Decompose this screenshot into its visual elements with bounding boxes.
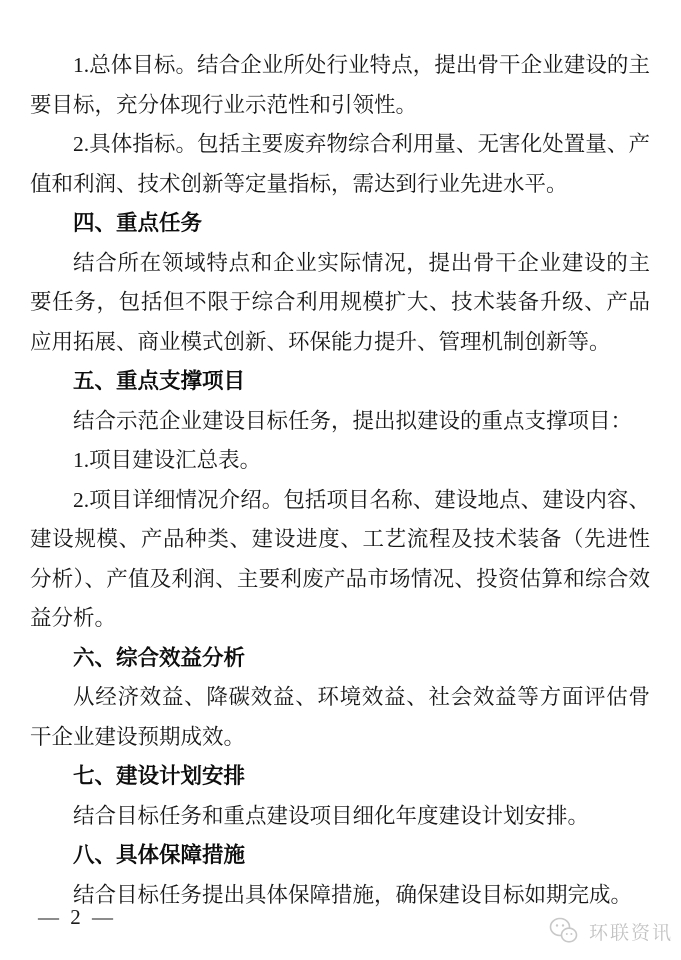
watermark-label: 环联资讯 bbox=[588, 922, 673, 944]
section-heading: 五、重点支撑项目 bbox=[73, 369, 246, 393]
body-paragraph: 2.项目详细情况介绍。包括项目名称、建设地点、建设内容、建设规模、产品种类、建设进度、工艺流程及技术装备（先进性分析）、产值及利润、主要利废产品市场情况、投资估算和综合效益分析。 bbox=[30, 487, 650, 630]
body-paragraph: 1.项目建设汇总表。 bbox=[73, 448, 262, 472]
page-number: — 2 — bbox=[38, 905, 116, 929]
body-paragraph: 结合所在领域特点和企业实际情况，提出骨干企业建设的主要任务，包括但不限于综合利用规模扩大、技术装备升级、产品应用拓展、商业模式创新、环保能力提升、管理机制创新等。 bbox=[30, 250, 650, 354]
body-paragraph: 结合目标任务和重点建设项目细化年度建设计划安排。 bbox=[73, 803, 590, 828]
section-heading: 七、建设计划安排 bbox=[73, 764, 246, 788]
section-heading: 八、具体保障措施 bbox=[73, 843, 246, 867]
section-heading: 六、综合效益分析 bbox=[73, 645, 246, 670]
body-paragraph: 1.总体目标。结合企业所处行业特点，提出骨干企业建设的主要目标，充分体现行业示范性和引领性。 bbox=[30, 53, 650, 117]
section-heading: 四、重点任务 bbox=[73, 211, 203, 235]
body-paragraph: 2.具体指标。包括主要废弃物综合利用量、无害化处置量、产值和利润、技术创新等定量指标，需达到行业先进水平。 bbox=[30, 132, 650, 196]
watermark bbox=[548, 916, 673, 946]
body-paragraph: 从经济效益、降碳效益、环境效益、社会效益等方面评估骨干企业建设预期成效。 bbox=[30, 685, 650, 749]
document-body bbox=[30, 46, 650, 915]
body-paragraph: 结合目标任务提出具体保障措施，确保建设目标如期完成。 bbox=[73, 882, 633, 907]
body-paragraph: 结合示范企业建设目标任务，提出拟建设的重点支撑项目： bbox=[73, 408, 633, 433]
chat-bubble-logo-icon bbox=[548, 916, 582, 946]
